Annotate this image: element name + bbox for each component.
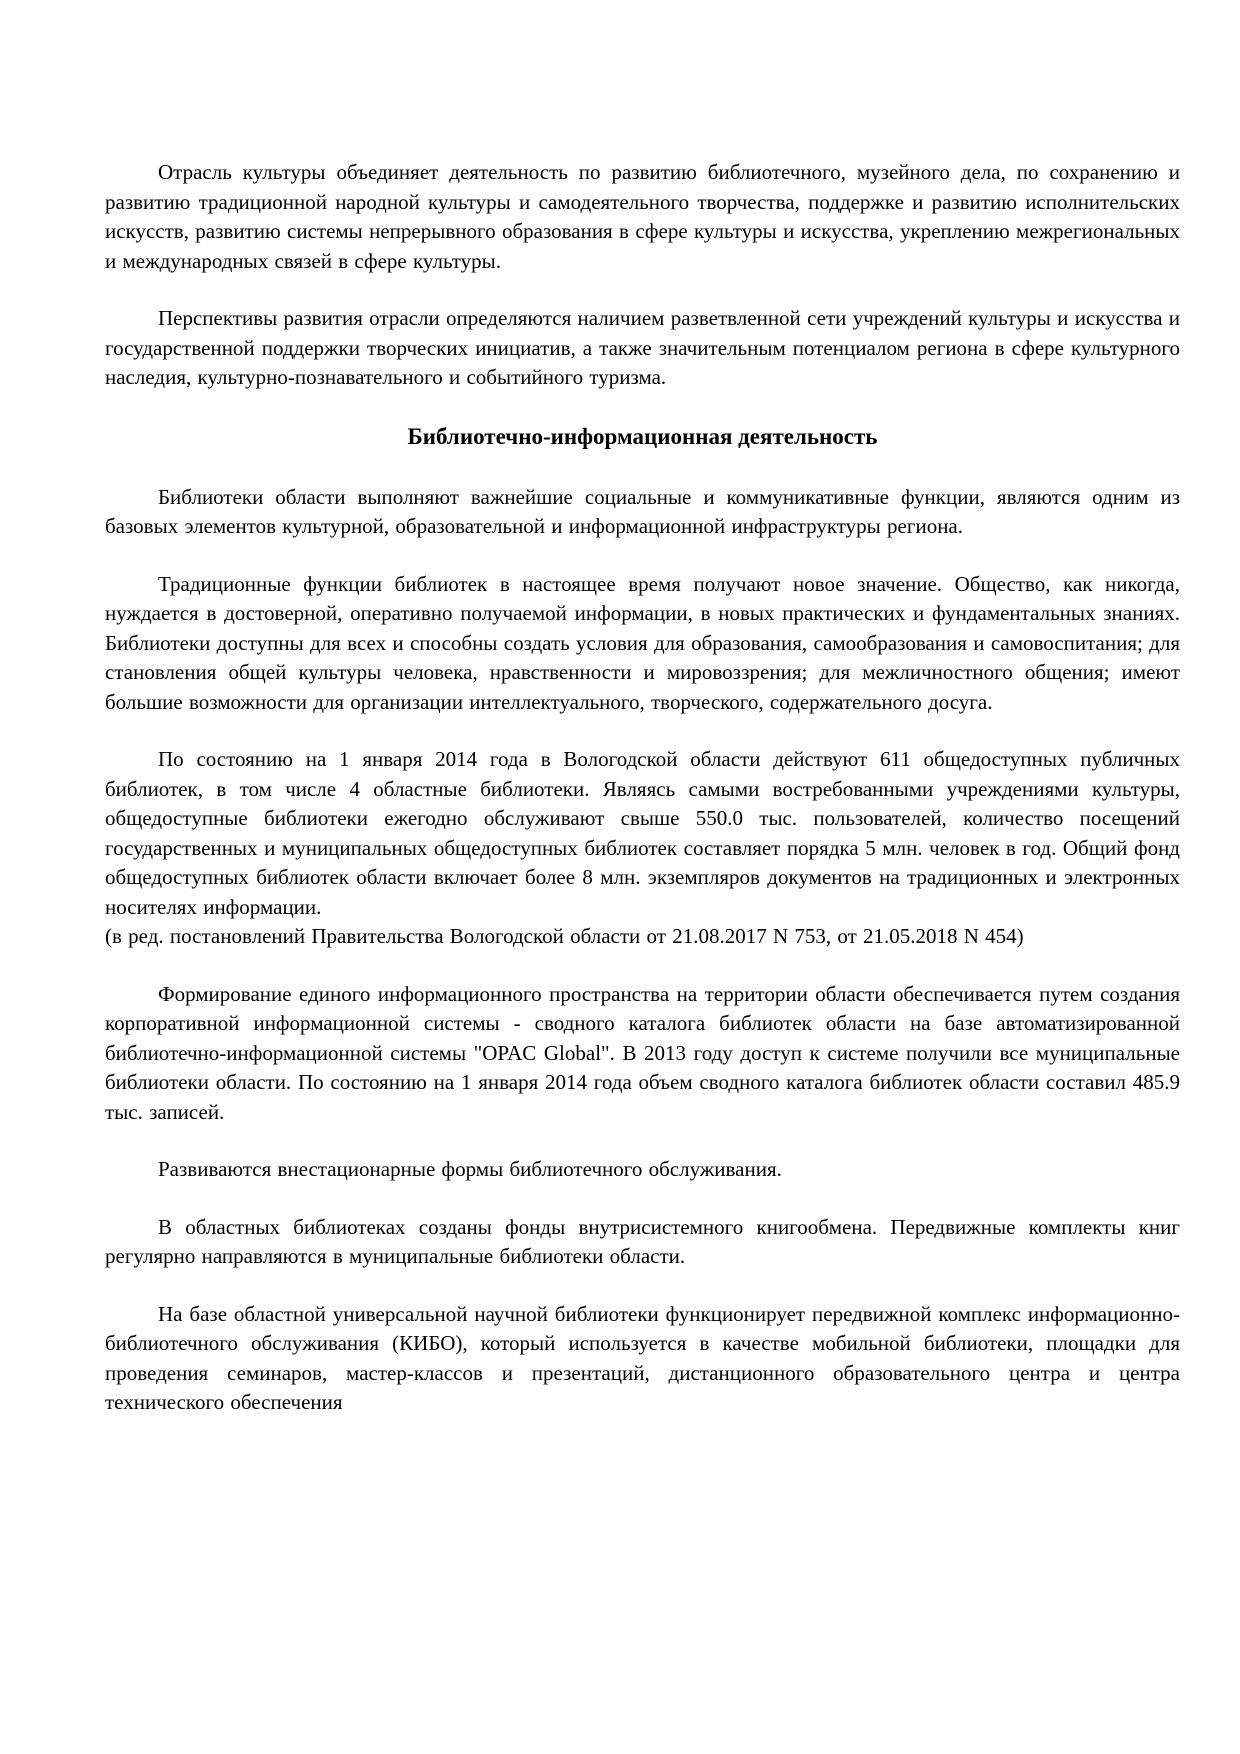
paragraph: На базе областной универсальной научной библиотеки функционирует передвижной комплекс информационно-библиотечного обслуживания (КИБО), который используется в качестве мобильной библиотеки, площадки для проведения семинаров, мастер-классов и презентаций, дистанционного образовательного центра и центра технического обеспечения [105, 1301, 1180, 1414]
paragraph: Развиваются внестационарные формы библиотечного обслуживания. [158, 1157, 782, 1181]
paragraph: Перспективы развития отрасли определяются наличием разветвленной сети учреждений культуры и искусства и государственной поддержки творческих инициатив, а также значительным потенциалом региона в сфере культурного наследия, культурно-познавательного и событийного туризма. [105, 306, 1180, 389]
paragraph: По состоянию на 1 января 2014 года в Вологодской области действуют 611 общедоступных публичных библиотек, в том числе 4 областные библиотеки. Являясь самыми востребованными учреждениями культуры, общедоступные библиотеки ежегодно обслуживают свыше 550.0 тыс. пользователей, количество посещений государственных и муниципальных общедоступных библиотек составляет порядка 5 млн. человек в год. Общий фонд общедоступных библиотек области включает более 8 млн. экземпляров документов на традиционных и электронных носителях информации. [105, 747, 1180, 919]
section-heading: Библиотечно-информационная деятельность [407, 423, 878, 449]
paragraph: Традиционные функции библиотек в настоящее время получают новое значение. Общество, как никогда, нуждается в достоверной, оперативно получаемой информации, в новых практических и фундаментальных знаниях. Библиотеки доступны для всех и способны создать условия для образования, самообразования и самовоспитания; для становления общей культуры человека, нравственности и мировоззрения; для межличностного общения; имеют большие возможности для организации интеллектуального, творческого, содержательного досуга. [105, 571, 1180, 714]
paragraph: Библиотеки области выполняют важнейшие социальные и коммуникативные функции, являются одним из базовых элементов культурной, образовательной и информационной инфраструктуры региона. [105, 484, 1180, 538]
paragraph: В областных библиотеках созданы фонды внутрисистемного книгообмена. Передвижные комплекты книг регулярно направляются в муниципальные библиотеки области. [105, 1214, 1180, 1268]
amendment-note: (в ред. постановлений Правительства Вологодской области от 21.08.2017 N 753, от 21.05.2018 N 454) [105, 924, 1024, 948]
paragraph: Формирование единого информационного пространства на территории области обеспечивается путем создания корпоративной информационной системы - сводного каталога библиотек области на базе автоматизированной библиотечно-информационной системы "OPAC Global". В 2013 году доступ к системе получили все муниципальные библиотеки области. По состоянию на 1 января 2014 года объем сводного каталога библиотек области составил 485.9 тыс. записей. [105, 981, 1180, 1124]
paragraph: Отрасль культуры объединяет деятельность по развитию библиотечного, музейного дела, по сохранению и развитию традиционной народной культуры и самодеятельного творчества, поддержке и развитию исполнительских искусств, развитию системы непрерывного образования в сфере культуры и искусства, укреплению межрегиональных и международных связей в сфере культуры. [105, 160, 1180, 273]
document-body [105, 158, 1180, 1418]
